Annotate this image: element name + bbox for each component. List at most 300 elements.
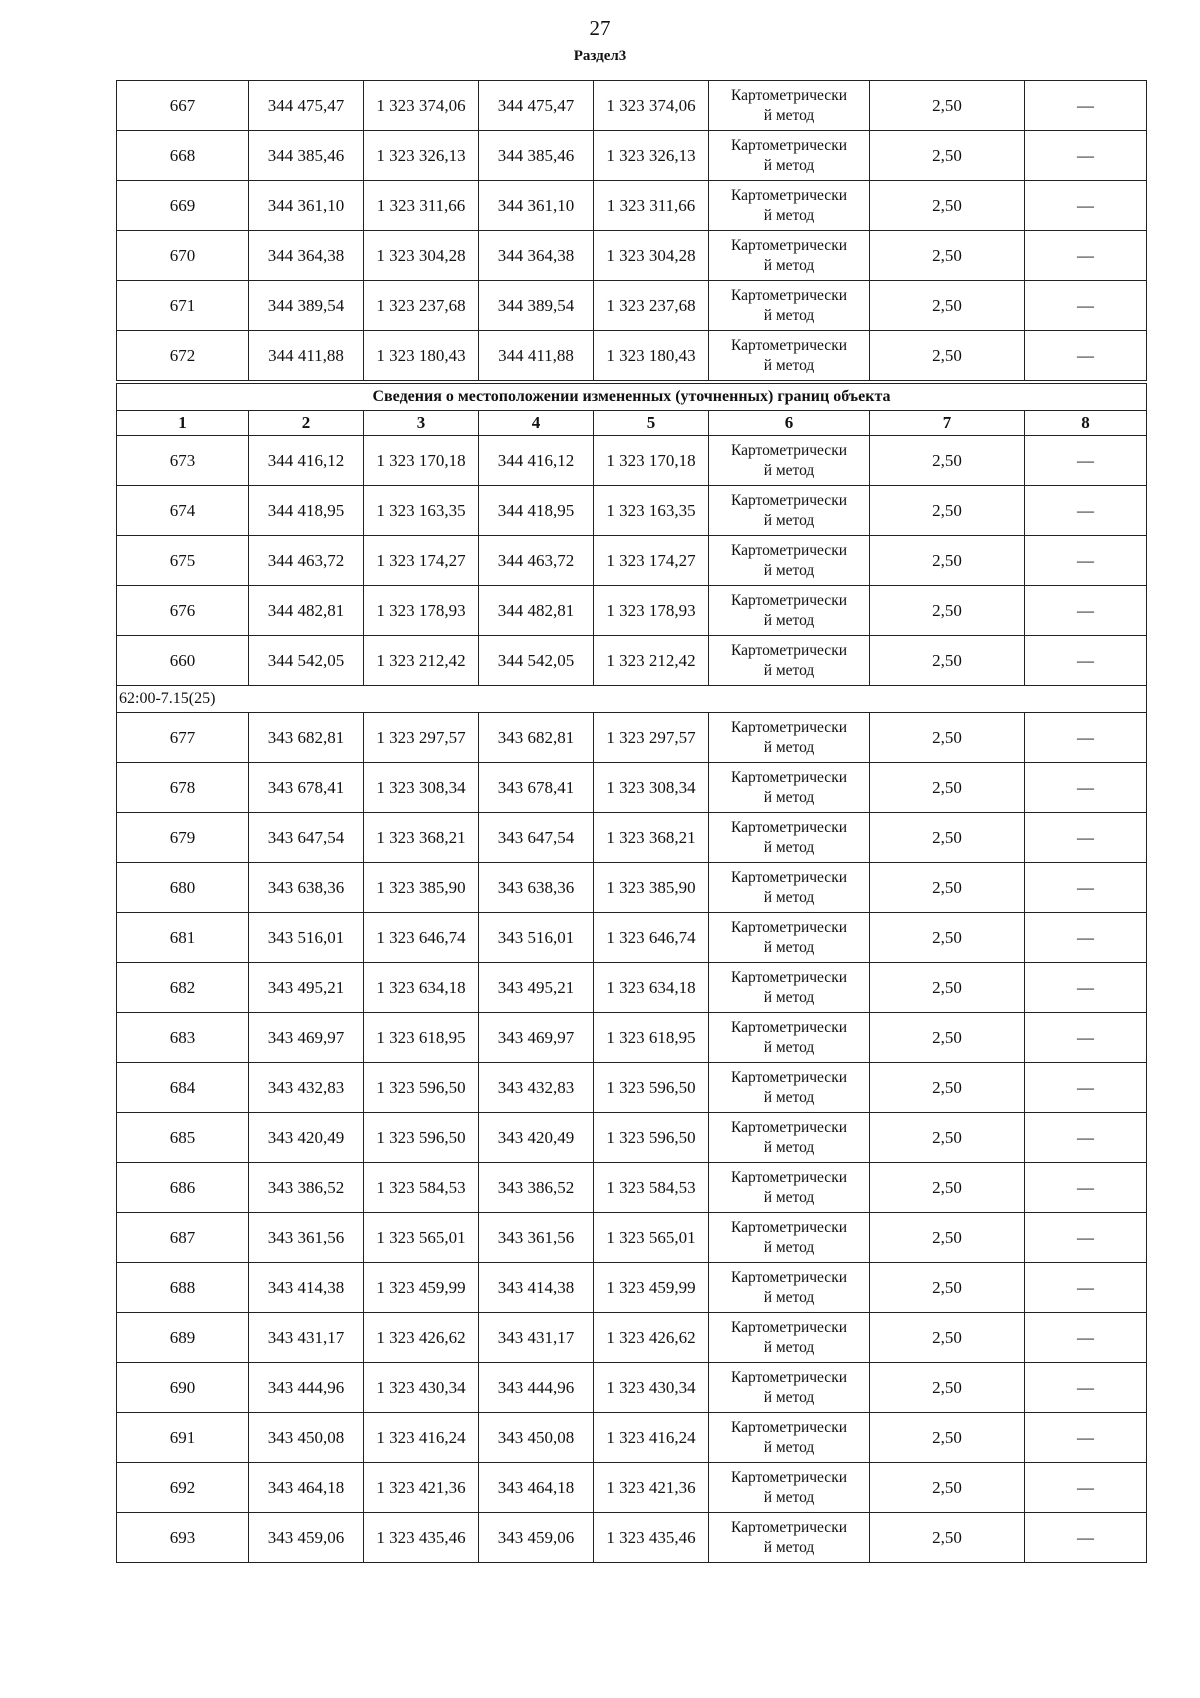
table-row	[117, 331, 1147, 383]
y-coordinate-new-cell: 1 323 634,18	[594, 963, 709, 1013]
accuracy-cell: 2,50	[870, 436, 1025, 486]
y-coordinate-new-cell: 1 323 212,42	[594, 636, 709, 686]
method-line-1: Картометрически	[730, 187, 848, 205]
accuracy-cell: 2,50	[870, 1513, 1025, 1563]
table-row	[117, 1013, 1147, 1063]
x-coordinate-cell: 343 414,38	[249, 1263, 364, 1313]
dash-cell: —	[1025, 1363, 1147, 1413]
x-coordinate-cell: 344 385,46	[249, 131, 364, 181]
y-coordinate-cell: 1 323 308,34	[364, 763, 479, 813]
column-number: 8	[1025, 411, 1147, 436]
y-coordinate-new-cell: 1 323 368,21	[594, 813, 709, 863]
section-header-row	[117, 382, 1147, 411]
point-number-cell: 690	[117, 1363, 249, 1413]
y-coordinate-new-cell: 1 323 459,99	[594, 1263, 709, 1313]
x-coordinate-new-cell: 344 389,54	[479, 281, 594, 331]
method-cell	[709, 1113, 870, 1163]
x-coordinate-new-cell: 343 414,38	[479, 1263, 594, 1313]
dash-cell: —	[1025, 586, 1147, 636]
y-coordinate-cell: 1 323 237,68	[364, 281, 479, 331]
method-line-2: й метод	[763, 1338, 815, 1356]
y-coordinate-cell: 1 323 180,43	[364, 331, 479, 383]
method-cell	[709, 1263, 870, 1313]
method-line-1: Картометрически	[730, 287, 848, 305]
method-cell	[709, 536, 870, 586]
method-line-2: й метод	[763, 511, 815, 529]
method-cell	[709, 231, 870, 281]
method-line-2: й метод	[763, 306, 815, 324]
y-coordinate-cell: 1 323 646,74	[364, 913, 479, 963]
y-coordinate-cell: 1 323 326,13	[364, 131, 479, 181]
method-cell	[709, 713, 870, 763]
point-number-cell: 689	[117, 1313, 249, 1363]
table-row	[117, 1263, 1147, 1313]
method-cell	[709, 863, 870, 913]
accuracy-cell: 2,50	[870, 181, 1025, 231]
method-line-2: й метод	[763, 106, 815, 124]
y-coordinate-new-cell: 1 323 646,74	[594, 913, 709, 963]
method-line-1: Картометрически	[730, 592, 848, 610]
dash-cell: —	[1025, 231, 1147, 281]
point-number-cell: 692	[117, 1463, 249, 1513]
y-coordinate-new-cell: 1 323 385,90	[594, 863, 709, 913]
dash-cell: —	[1025, 1313, 1147, 1363]
x-coordinate-new-cell: 344 542,05	[479, 636, 594, 686]
y-coordinate-new-cell: 1 323 596,50	[594, 1063, 709, 1113]
point-number-cell: 682	[117, 963, 249, 1013]
table-row	[117, 536, 1147, 586]
dash-cell: —	[1025, 863, 1147, 913]
y-coordinate-cell: 1 323 297,57	[364, 713, 479, 763]
accuracy-cell: 2,50	[870, 231, 1025, 281]
table-row	[117, 1063, 1147, 1113]
table-row	[117, 1213, 1147, 1263]
table-row	[117, 963, 1147, 1013]
y-coordinate-cell: 1 323 596,50	[364, 1063, 479, 1113]
accuracy-cell: 2,50	[870, 486, 1025, 536]
column-number: 5	[594, 411, 709, 436]
method-cell	[709, 1063, 870, 1113]
method-line-2: й метод	[763, 888, 815, 906]
method-line-2: й метод	[763, 461, 815, 479]
accuracy-cell: 2,50	[870, 713, 1025, 763]
y-coordinate-cell: 1 323 304,28	[364, 231, 479, 281]
parcel-label: 62:00-7.15(25)	[117, 686, 1147, 713]
accuracy-cell: 2,50	[870, 1163, 1025, 1213]
section-header: Сведения о местоположении измененных (уточненных) границ объекта	[117, 382, 1147, 411]
dash-cell: —	[1025, 536, 1147, 586]
x-coordinate-cell: 343 431,17	[249, 1313, 364, 1363]
method-cell	[709, 281, 870, 331]
accuracy-cell: 2,50	[870, 1063, 1025, 1113]
accuracy-cell: 2,50	[870, 1413, 1025, 1463]
dash-cell: —	[1025, 1463, 1147, 1513]
accuracy-cell: 2,50	[870, 536, 1025, 586]
method-line-1: Картометрически	[730, 769, 848, 787]
method-line-1: Картометрически	[730, 1419, 848, 1437]
table-row	[117, 813, 1147, 863]
accuracy-cell: 2,50	[870, 863, 1025, 913]
x-coordinate-cell: 343 361,56	[249, 1213, 364, 1263]
point-number-cell: 684	[117, 1063, 249, 1113]
x-coordinate-cell: 343 432,83	[249, 1063, 364, 1113]
method-cell	[709, 1363, 870, 1413]
table-row	[117, 913, 1147, 963]
point-number-cell: 671	[117, 281, 249, 331]
table-row	[117, 713, 1147, 763]
dash-cell: —	[1025, 281, 1147, 331]
method-line-1: Картометрически	[730, 87, 848, 105]
x-coordinate-new-cell: 344 482,81	[479, 586, 594, 636]
table-row	[117, 1413, 1147, 1463]
point-number-cell: 683	[117, 1013, 249, 1063]
table-body	[117, 81, 1147, 1563]
method-cell	[709, 486, 870, 536]
x-coordinate-new-cell: 343 647,54	[479, 813, 594, 863]
method-line-1: Картометрически	[730, 1519, 848, 1537]
y-coordinate-cell: 1 323 385,90	[364, 863, 479, 913]
y-coordinate-cell: 1 323 178,93	[364, 586, 479, 636]
method-line-1: Картометрически	[730, 1069, 848, 1087]
accuracy-cell: 2,50	[870, 81, 1025, 131]
accuracy-cell: 2,50	[870, 963, 1025, 1013]
y-coordinate-new-cell: 1 323 163,35	[594, 486, 709, 536]
y-coordinate-new-cell: 1 323 618,95	[594, 1013, 709, 1063]
dash-cell: —	[1025, 636, 1147, 686]
x-coordinate-new-cell: 343 431,17	[479, 1313, 594, 1363]
method-line-1: Картометрически	[730, 1469, 848, 1487]
x-coordinate-cell: 343 682,81	[249, 713, 364, 763]
method-line-2: й метод	[763, 1538, 815, 1556]
x-coordinate-new-cell: 343 386,52	[479, 1163, 594, 1213]
x-coordinate-new-cell: 343 516,01	[479, 913, 594, 963]
y-coordinate-new-cell: 1 323 237,68	[594, 281, 709, 331]
point-number-cell: 679	[117, 813, 249, 863]
dash-cell: —	[1025, 486, 1147, 536]
method-line-2: й метод	[763, 1488, 815, 1506]
method-line-2: й метод	[763, 661, 815, 679]
method-line-1: Картометрически	[730, 919, 848, 937]
method-cell	[709, 913, 870, 963]
table-row	[117, 131, 1147, 181]
method-line-1: Картометрически	[730, 1319, 848, 1337]
y-coordinate-cell: 1 323 618,95	[364, 1013, 479, 1063]
y-coordinate-new-cell: 1 323 297,57	[594, 713, 709, 763]
y-coordinate-new-cell: 1 323 426,62	[594, 1313, 709, 1363]
x-coordinate-cell: 344 389,54	[249, 281, 364, 331]
method-line-1: Картометрически	[730, 442, 848, 460]
accuracy-cell: 2,50	[870, 331, 1025, 383]
accuracy-cell: 2,50	[870, 1113, 1025, 1163]
x-coordinate-new-cell: 343 361,56	[479, 1213, 594, 1263]
method-cell	[709, 1013, 870, 1063]
y-coordinate-cell: 1 323 212,42	[364, 636, 479, 686]
x-coordinate-cell: 343 386,52	[249, 1163, 364, 1213]
column-number: 1	[117, 411, 249, 436]
method-line-2: й метод	[763, 1088, 815, 1106]
y-coordinate-cell: 1 323 426,62	[364, 1313, 479, 1363]
x-coordinate-new-cell: 343 450,08	[479, 1413, 594, 1463]
method-line-2: й метод	[763, 1438, 815, 1456]
dash-cell: —	[1025, 1113, 1147, 1163]
point-number-cell: 672	[117, 331, 249, 383]
method-line-1: Картометрически	[730, 492, 848, 510]
method-line-2: й метод	[763, 611, 815, 629]
table-row	[117, 586, 1147, 636]
method-line-1: Картометрически	[730, 1369, 848, 1387]
dash-cell: —	[1025, 1413, 1147, 1463]
y-coordinate-cell: 1 323 421,36	[364, 1463, 479, 1513]
dash-cell: —	[1025, 913, 1147, 963]
accuracy-cell: 2,50	[870, 1363, 1025, 1413]
method-cell	[709, 181, 870, 231]
accuracy-cell: 2,50	[870, 1213, 1025, 1263]
x-coordinate-new-cell: 344 361,10	[479, 181, 594, 231]
x-coordinate-new-cell: 343 420,49	[479, 1113, 594, 1163]
y-coordinate-new-cell: 1 323 174,27	[594, 536, 709, 586]
y-coordinate-new-cell: 1 323 421,36	[594, 1463, 709, 1513]
method-line-2: й метод	[763, 1388, 815, 1406]
dash-cell: —	[1025, 1263, 1147, 1313]
x-coordinate-cell: 343 469,97	[249, 1013, 364, 1063]
method-cell	[709, 331, 870, 383]
x-coordinate-cell: 344 475,47	[249, 81, 364, 131]
column-number: 4	[479, 411, 594, 436]
method-cell	[709, 1513, 870, 1563]
x-coordinate-new-cell: 344 463,72	[479, 536, 594, 586]
dash-cell: —	[1025, 181, 1147, 231]
parcel-label-row	[117, 686, 1147, 713]
x-coordinate-cell: 343 450,08	[249, 1413, 364, 1463]
x-coordinate-new-cell: 343 444,96	[479, 1363, 594, 1413]
table-row	[117, 1513, 1147, 1563]
method-line-2: й метод	[763, 561, 815, 579]
point-number-cell: 675	[117, 536, 249, 586]
method-line-1: Картометрически	[730, 642, 848, 660]
y-coordinate-new-cell: 1 323 374,06	[594, 81, 709, 131]
method-line-1: Картометрически	[730, 819, 848, 837]
method-line-2: й метод	[763, 788, 815, 806]
method-line-2: й метод	[763, 356, 815, 374]
accuracy-cell: 2,50	[870, 281, 1025, 331]
dash-cell: —	[1025, 1513, 1147, 1563]
coordinates-table	[116, 80, 1147, 1563]
x-coordinate-cell: 343 495,21	[249, 963, 364, 1013]
y-coordinate-new-cell: 1 323 326,13	[594, 131, 709, 181]
x-coordinate-new-cell: 343 432,83	[479, 1063, 594, 1113]
x-coordinate-cell: 343 678,41	[249, 763, 364, 813]
y-coordinate-cell: 1 323 163,35	[364, 486, 479, 536]
point-number-cell: 674	[117, 486, 249, 536]
table-row	[117, 1463, 1147, 1513]
method-line-1: Картометрически	[730, 869, 848, 887]
table-row	[117, 1113, 1147, 1163]
x-coordinate-new-cell: 343 459,06	[479, 1513, 594, 1563]
method-cell	[709, 436, 870, 486]
table-row	[117, 763, 1147, 813]
method-line-1: Картометрически	[730, 1269, 848, 1287]
x-coordinate-cell: 344 411,88	[249, 331, 364, 383]
method-cell	[709, 1313, 870, 1363]
column-number: 7	[870, 411, 1025, 436]
y-coordinate-new-cell: 1 323 178,93	[594, 586, 709, 636]
accuracy-cell: 2,50	[870, 813, 1025, 863]
x-coordinate-new-cell: 343 682,81	[479, 713, 594, 763]
point-number-cell: 686	[117, 1163, 249, 1213]
method-line-2: й метод	[763, 1038, 815, 1056]
accuracy-cell: 2,50	[870, 1263, 1025, 1313]
point-number-cell: 673	[117, 436, 249, 486]
method-line-1: Картометрически	[730, 1219, 848, 1237]
dash-cell: —	[1025, 1063, 1147, 1113]
table-row	[117, 486, 1147, 536]
method-cell	[709, 1463, 870, 1513]
method-line-1: Картометрически	[730, 719, 848, 737]
point-number-cell: 670	[117, 231, 249, 281]
column-number-row	[117, 411, 1147, 436]
method-cell	[709, 1163, 870, 1213]
column-number: 2	[249, 411, 364, 436]
method-line-1: Картометрически	[730, 542, 848, 560]
x-coordinate-cell: 343 459,06	[249, 1513, 364, 1563]
dash-cell: —	[1025, 81, 1147, 131]
table-row	[117, 81, 1147, 131]
x-coordinate-new-cell: 344 475,47	[479, 81, 594, 131]
x-coordinate-new-cell: 344 385,46	[479, 131, 594, 181]
x-coordinate-cell: 343 638,36	[249, 863, 364, 913]
x-coordinate-cell: 344 418,95	[249, 486, 364, 536]
y-coordinate-new-cell: 1 323 180,43	[594, 331, 709, 383]
x-coordinate-cell: 343 444,96	[249, 1363, 364, 1413]
method-line-2: й метод	[763, 838, 815, 856]
y-coordinate-new-cell: 1 323 170,18	[594, 436, 709, 486]
point-number-cell: 688	[117, 1263, 249, 1313]
y-coordinate-new-cell: 1 323 304,28	[594, 231, 709, 281]
method-line-2: й метод	[763, 1188, 815, 1206]
method-cell	[709, 813, 870, 863]
y-coordinate-new-cell: 1 323 596,50	[594, 1113, 709, 1163]
method-line-2: й метод	[763, 156, 815, 174]
accuracy-cell: 2,50	[870, 1313, 1025, 1363]
method-cell	[709, 1213, 870, 1263]
table-row	[117, 281, 1147, 331]
x-coordinate-new-cell: 343 678,41	[479, 763, 594, 813]
y-coordinate-new-cell: 1 323 435,46	[594, 1513, 709, 1563]
y-coordinate-new-cell: 1 323 311,66	[594, 181, 709, 231]
table-row	[117, 231, 1147, 281]
x-coordinate-new-cell: 343 638,36	[479, 863, 594, 913]
y-coordinate-cell: 1 323 584,53	[364, 1163, 479, 1213]
point-number-cell: 680	[117, 863, 249, 913]
y-coordinate-new-cell: 1 323 430,34	[594, 1363, 709, 1413]
table-row	[117, 436, 1147, 486]
point-number-cell: 668	[117, 131, 249, 181]
x-coordinate-cell: 343 464,18	[249, 1463, 364, 1513]
point-number-cell: 691	[117, 1413, 249, 1463]
method-line-2: й метод	[763, 206, 815, 224]
dash-cell: —	[1025, 813, 1147, 863]
y-coordinate-new-cell: 1 323 416,24	[594, 1413, 709, 1463]
y-coordinate-cell: 1 323 416,24	[364, 1413, 479, 1463]
table-row	[117, 1313, 1147, 1363]
y-coordinate-cell: 1 323 435,46	[364, 1513, 479, 1563]
x-coordinate-new-cell: 343 464,18	[479, 1463, 594, 1513]
x-coordinate-new-cell: 344 416,12	[479, 436, 594, 486]
method-line-2: й метод	[763, 1138, 815, 1156]
y-coordinate-cell: 1 323 596,50	[364, 1113, 479, 1163]
method-cell	[709, 763, 870, 813]
x-coordinate-cell: 344 542,05	[249, 636, 364, 686]
method-cell	[709, 1413, 870, 1463]
page-number: 27	[589, 16, 611, 40]
method-line-1: Картометрически	[730, 1169, 848, 1187]
y-coordinate-cell: 1 323 374,06	[364, 81, 479, 131]
method-cell	[709, 636, 870, 686]
method-line-1: Картометрически	[730, 969, 848, 987]
accuracy-cell: 2,50	[870, 913, 1025, 963]
method-cell	[709, 586, 870, 636]
column-number: 3	[364, 411, 479, 436]
x-coordinate-cell: 344 364,38	[249, 231, 364, 281]
method-line-1: Картометрически	[730, 237, 848, 255]
table-row	[117, 181, 1147, 231]
dash-cell: —	[1025, 763, 1147, 813]
x-coordinate-cell: 343 420,49	[249, 1113, 364, 1163]
x-coordinate-new-cell: 344 364,38	[479, 231, 594, 281]
y-coordinate-cell: 1 323 170,18	[364, 436, 479, 486]
dash-cell: —	[1025, 436, 1147, 486]
point-number-cell: 677	[117, 713, 249, 763]
accuracy-cell: 2,50	[870, 131, 1025, 181]
y-coordinate-cell: 1 323 311,66	[364, 181, 479, 231]
point-number-cell: 693	[117, 1513, 249, 1563]
y-coordinate-cell: 1 323 565,01	[364, 1213, 479, 1263]
x-coordinate-cell: 343 516,01	[249, 913, 364, 963]
dash-cell: —	[1025, 1213, 1147, 1263]
table-row	[117, 1163, 1147, 1213]
table-row	[117, 636, 1147, 686]
point-number-cell: 676	[117, 586, 249, 636]
x-coordinate-cell: 343 647,54	[249, 813, 364, 863]
column-number: 6	[709, 411, 870, 436]
point-number-cell: 667	[117, 81, 249, 131]
y-coordinate-cell: 1 323 459,99	[364, 1263, 479, 1313]
accuracy-cell: 2,50	[870, 636, 1025, 686]
accuracy-cell: 2,50	[870, 1463, 1025, 1513]
table-row	[117, 1363, 1147, 1413]
x-coordinate-new-cell: 344 418,95	[479, 486, 594, 536]
x-coordinate-cell: 344 482,81	[249, 586, 364, 636]
method-line-1: Картометрически	[730, 137, 848, 155]
method-cell	[709, 131, 870, 181]
y-coordinate-cell: 1 323 174,27	[364, 536, 479, 586]
dash-cell: —	[1025, 1013, 1147, 1063]
dash-cell: —	[1025, 331, 1147, 383]
point-number-cell: 685	[117, 1113, 249, 1163]
method-cell	[709, 963, 870, 1013]
y-coordinate-new-cell: 1 323 565,01	[594, 1213, 709, 1263]
method-line-2: й метод	[763, 738, 815, 756]
x-coordinate-cell: 344 361,10	[249, 181, 364, 231]
dash-cell: —	[1025, 713, 1147, 763]
section-label: Раздел3	[573, 48, 627, 64]
method-line-2: й метод	[763, 1238, 815, 1256]
accuracy-cell: 2,50	[870, 586, 1025, 636]
dash-cell: —	[1025, 1163, 1147, 1213]
x-coordinate-cell: 344 416,12	[249, 436, 364, 486]
y-coordinate-cell: 1 323 368,21	[364, 813, 479, 863]
x-coordinate-new-cell: 343 469,97	[479, 1013, 594, 1063]
